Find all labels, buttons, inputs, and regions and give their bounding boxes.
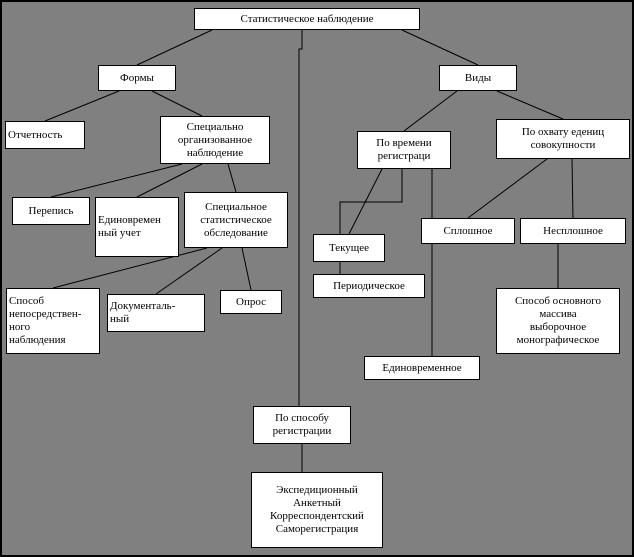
node-root-line: Статистическое наблюдение [240, 12, 374, 25]
node-formy-line: Формы [120, 71, 154, 84]
connector-root-to-vidy [402, 30, 478, 65]
connector-vidy-to-po_vremeni [404, 91, 457, 131]
connector-po_ohvatu-to-sploshnoe [468, 159, 547, 218]
node-metody-line: Экспедиционный [276, 484, 358, 496]
node-vidy [439, 65, 517, 91]
connector-po_ohvatu-to-nesploshnoe [572, 159, 573, 218]
node-sploshnoe [421, 218, 515, 244]
node-metody [251, 472, 383, 548]
node-edinovr_uchet [95, 197, 179, 257]
node-dokumentalny-line: ный [110, 313, 130, 325]
node-spec_org-line: организованное [177, 133, 253, 146]
node-sposob_osnov [496, 288, 620, 354]
node-nesploshnoe [520, 218, 626, 244]
node-dokumentalny-line: Документаль- [110, 300, 176, 312]
node-dokumentalny [107, 294, 205, 332]
connector-spec_org-to-perepis [51, 164, 182, 197]
node-edinovr_uchet-line: ный учет [98, 227, 141, 239]
node-tekushchee-line: Текущее [328, 241, 370, 254]
node-po_ohvatu-line: По охвату едениц [521, 126, 605, 138]
node-spec_org-line: Специально [186, 120, 244, 133]
node-sposob_nepos-line: непосредствен- [9, 308, 82, 320]
connector-formy-to-spec_org [152, 91, 202, 116]
node-sposob_nepos-line: ного [9, 321, 31, 333]
node-metody-line: Корреспондентский [270, 510, 364, 522]
connector-vidy-to-po_ohvatu [497, 91, 563, 119]
node-po_ohvatu [496, 119, 630, 159]
node-periodicheskoe [313, 274, 425, 298]
connector-spec_org-to-spec_stat [228, 164, 236, 192]
node-edinovr-line: Единовременное [382, 361, 462, 374]
node-metody-line: Саморегистрация [275, 523, 359, 535]
node-metody-line: Анкетный [293, 497, 341, 509]
node-po_vremeni-line: По времени [376, 137, 432, 149]
node-spec_stat-line: Специальное [205, 200, 267, 213]
node-po_vremeni [357, 131, 451, 169]
node-po_ohvatu-line: совокупности [530, 139, 596, 151]
connector-po_vremeni-to-tekushchee [349, 169, 382, 234]
node-edinovr_uchet-line: Единовремен [98, 214, 161, 226]
node-sploshnoe-line: Сплошное [443, 224, 493, 237]
node-formy [98, 65, 176, 91]
node-spec_org [160, 116, 270, 164]
connector-root-to-formy [137, 30, 212, 65]
node-perepis-line: Перепись [28, 204, 74, 217]
node-po_sposobu [253, 406, 351, 444]
node-spec_org-line: наблюдение [186, 146, 244, 159]
node-perepis [12, 197, 90, 225]
node-tekushchee [313, 234, 385, 262]
node-sposob_nepos [6, 288, 100, 354]
node-edinovr [364, 356, 480, 380]
node-po_vremeni-line: регистраци [377, 150, 431, 162]
node-spec_stat-line: обследование [204, 226, 268, 239]
node-sposob_osnov-line: монографическое [516, 334, 600, 346]
node-periodicheskoe-line: Периодическое [333, 279, 405, 292]
node-po_sposobu-line: регистрации [272, 425, 332, 437]
node-nesploshnoe-line: Несплошное [543, 224, 603, 237]
connector-spec_stat-to-opros [242, 248, 251, 290]
node-otchetnost-line: Отчетность [8, 128, 63, 141]
node-sposob_osnov-line: выборочное [529, 321, 587, 333]
node-opros-line: Опрос [236, 295, 266, 308]
node-root [194, 8, 420, 30]
node-po_sposobu-line: По способу [275, 412, 329, 424]
node-opros [220, 290, 282, 314]
node-sposob_nepos-line: наблюдения [9, 334, 66, 346]
node-spec_stat-line: статистическое [200, 213, 272, 226]
node-sposob_osnov-line: массива [539, 308, 577, 320]
node-otchetnost [5, 121, 85, 149]
node-sposob_nepos-line: Способ [9, 295, 44, 307]
node-sposob_osnov-line: Способ основного [514, 295, 602, 307]
connector-root-to-po_sposobu [299, 30, 302, 406]
connector-formy-to-otchetnost [45, 91, 119, 121]
node-vidy-line: Виды [464, 71, 492, 84]
node-spec_stat [184, 192, 288, 248]
